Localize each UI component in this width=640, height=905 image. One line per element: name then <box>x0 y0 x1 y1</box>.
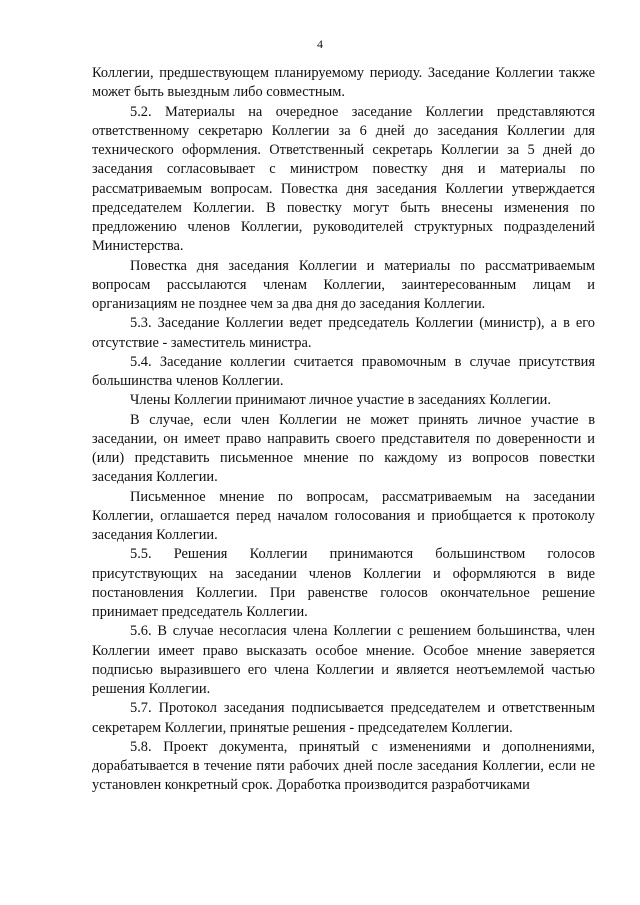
paragraph-5-3: 5.3. Заседание Коллегии ведет председатель Коллегии (министр), а в его отсутствие - заместитель министра. <box>92 315 595 351</box>
paragraph-5-7: 5.7. Протокол заседания подписывается председателем и ответственным секретарем Коллегии, принятые решения - председателем Коллегии. <box>92 700 595 736</box>
page-number: 4 <box>317 37 323 51</box>
paragraph-continuation: Коллегии, предшествующем планируемому периоду. Заседание Коллегии также может быть выездным либо совместным. <box>92 65 595 101</box>
paragraph-written-opinion: Письменное мнение по вопросам, рассматриваемым на заседании Коллегии, оглашается перед началом голосования и приобщается к протоколу заседания Коллегии. <box>92 488 595 543</box>
paragraph-representative: В случае, если член Коллегии не может принять личное участие в заседании, он имеет право направить своего представителя по доверенности и (или) представить письменное мнение по каждому из вопросов повестки заседания Коллегии. <box>92 411 595 486</box>
paragraph-5-8: 5.8. Проект документа, принятый с изменениями и дополнениями, дорабатывается в течение пяти рабочих дней после заседания Коллегии, если не установлен конкретный срок. Доработка производится разработчиками <box>92 738 595 794</box>
document-body <box>92 64 595 796</box>
paragraph-agenda-distribution: Повестка дня заседания Коллегии и материалы по рассматриваемым вопросам рассылаются членам Коллегии, заинтересованным лицам и организациям не позднее чем за два дня до заседания Коллегии. <box>92 257 595 312</box>
paragraph-5-6: 5.6. В случае несогласия члена Коллегии с решением большинства, член Коллегии имеет право высказать особое мнение. Особое мнение заверяется подписью выразившего его члена Коллегии и является неотъемлемой частью решения Коллегии. <box>92 623 595 697</box>
paragraph-personal-participation: Члены Коллегии принимают личное участие в заседаниях Коллегии. <box>130 392 551 409</box>
paragraph-5-4: 5.4. Заседание коллегии считается правомочным в случае присутствия большинства членов Коллегии. <box>92 353 595 389</box>
paragraph-5-2: 5.2. Материалы на очередное заседание Коллегии представляются ответственному секретарю Коллегии за 6 дней до заседания Коллегии для технического оформления. Ответственный секретарь Коллегии за 5 дней до заседания согласовывает с министром повестку дня и материалы по рассматриваемым вопросам. Повестка дня заседания Коллегии утверждается председателем Коллегии. В повестку могут быть внесены изменения по предложению членов Коллегии, руководителей структурных подразделений Министерства. <box>92 103 595 255</box>
paragraph-5-5: 5.5. Решения Коллегии принимаются большинством голосов присутствующих на заседании членов Коллегии и оформляются в виде постановления Коллегии. При равенстве голосов окончательное решение принимает председатель Коллегии. <box>92 546 595 620</box>
